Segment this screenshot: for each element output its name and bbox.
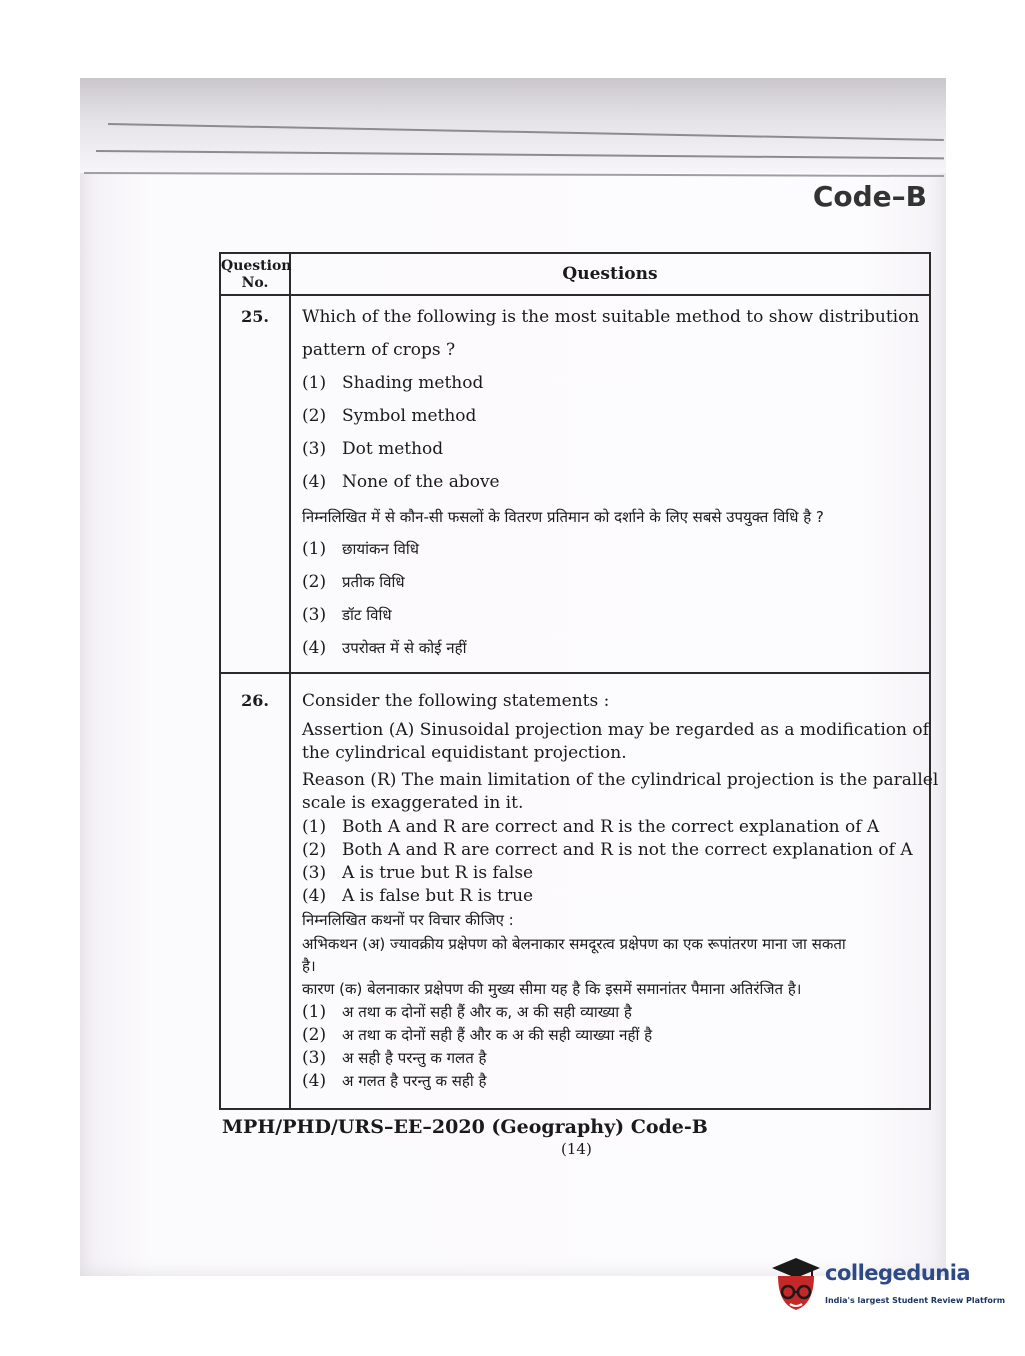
option-hindi: (3) डॉट विधि — [302, 605, 392, 625]
question-text-hindi: निम्नलिखित में से कौन-सी फसलों के वितरण प्रतिमान को दर्शाने के लिए सबसे उपयुक्त विधि है ? — [302, 508, 824, 526]
option: (3) Dot method — [302, 439, 444, 459]
reason-text: Reason (R) The main limitation of the cylindrical projection is the parallel — [302, 770, 939, 790]
question-text: pattern of crops ? — [302, 340, 456, 360]
assertion-text: the cylindrical equidistant projection. — [302, 743, 627, 763]
option-hindi: (4) अ गलत है परन्तु क सही है — [302, 1071, 487, 1091]
option: (1) Shading method — [302, 373, 484, 393]
row-divider — [221, 294, 929, 296]
logo-wordmark: collegedunia — [825, 1261, 971, 1285]
assertion-text-hindi: है। — [302, 957, 316, 975]
question-text: Consider the following statements : — [302, 691, 610, 711]
header-questions: Questions — [562, 264, 658, 284]
assertion-text-hindi: अभिकथन (अ) ज्यावक्रीय प्रक्षेपण को बेलनाकार समदूरत्व प्रक्षेपण का एक रूपांतरण माना जा सकता — [302, 935, 846, 953]
row-divider — [221, 672, 929, 674]
reason-text-hindi: कारण (क) बेलनाकार प्रक्षेपण की मुख्य सीमा यह है कि इसमें समानांतर पैमाना अतिरंजित है। — [302, 980, 802, 998]
option: (2) Symbol method — [302, 406, 477, 426]
collegedunia-logo[interactable] — [768, 1250, 1006, 1320]
question-text: Which of the following is the most suitable method to show distribution — [302, 307, 920, 327]
code-label: Code–B — [812, 180, 927, 213]
option-hindi: (2) अ तथा क दोनों सही हैं और क अ की सही व्याख्या नहीं है — [302, 1025, 653, 1045]
question-text-hindi: निम्नलिखित कथनों पर विचार कीजिए : — [302, 911, 514, 929]
option-hindi: (3) अ सही है परन्तु क गलत है — [302, 1048, 487, 1068]
question-number: 25. — [241, 307, 269, 326]
option-hindi: (2) प्रतीक विधि — [302, 572, 405, 592]
column-divider — [289, 254, 291, 1108]
exam-footer: MPH/PHD/URS–EE–2020 (Geography) Code-B — [222, 1116, 708, 1138]
page-number: (14) — [561, 1140, 592, 1158]
student-mascot-icon — [768, 1254, 822, 1316]
option: (1) Both A and R are correct and R is the correct explanation of A — [302, 817, 880, 837]
option: (4) None of the above — [302, 472, 500, 492]
header-question-no: Question No. — [221, 258, 292, 291]
option-hindi: (1) छायांकन विधि — [302, 539, 419, 559]
option-hindi: (4) उपरोक्त में से कोई नहीं — [302, 638, 467, 658]
logo-tagline: India's largest Student Review Platform — [825, 1296, 1006, 1305]
question-table — [219, 252, 939, 1110]
option-hindi: (1) अ तथा क दोनों सही हैं और क, अ की सही व्याख्या है — [302, 1002, 632, 1022]
assertion-text: Assertion (A) Sinusoidal projection may be regarded as a modification of — [302, 720, 929, 740]
option: (4) A is false but R is true — [302, 886, 534, 906]
reason-text: scale is exaggerated in it. — [302, 793, 524, 813]
option: (2) Both A and R are correct and R is not the correct explanation of A — [302, 840, 913, 860]
question-number: 26. — [241, 691, 269, 710]
option: (3) A is true but R is false — [302, 863, 534, 883]
